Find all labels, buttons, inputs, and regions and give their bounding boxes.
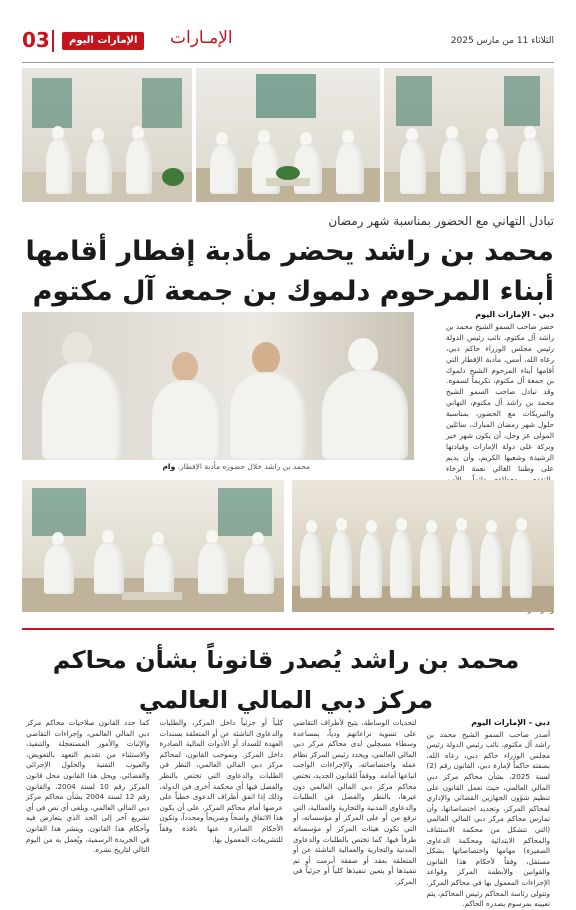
photo-main-caption-credit: وام	[162, 462, 176, 471]
section-label: الإمارات اليوم	[62, 32, 144, 50]
photo-main-caption-text: محمد بن راشد خلال حضوره مأدبة الإفطار.	[177, 462, 310, 471]
story2-column-2	[293, 718, 417, 898]
story1-headline: محمد بن راشد يحضر مأدبة إفطار أقامها أبناء المرحوم دلموك بن جمعة آل مكتوم	[25, 236, 554, 307]
issue-date: الثلاثاء 11 من مارس 2025	[450, 36, 554, 46]
story1-byline: دبي - الإمارات اليوم	[475, 310, 554, 319]
header-rule	[22, 62, 554, 63]
story2-column-4	[26, 718, 150, 898]
page-number: 03	[22, 28, 50, 52]
story2-column-4-text: كما حدد القانون صلاحيات محاكم مركز دبي المالي العالمي، وإجراءات التقاضي والإثبات والأمور المستعجلة والتنفيذ، والاستثناء من تقديم التعهد بالتعويض، والعيوب التقنية والحلول الإجرائي والقضائي. ويحل هذا القانون محل قانون المركز رقم 10 لسنة 2004، والقانون رقم 12 لسنة 2004 بشأن محاكم مركز دبي المالي العالمي، ويلغى أي نص في أي تشريع آخر إلى الحد الذي يتعارض فيه وأحكام هذا القانون. وينشر هذا القانون في الجريدة الرسمية، ويُعمل به من اليوم التالي لتاريخ نشره.	[26, 718, 150, 855]
photo-top-left	[22, 68, 192, 202]
photo-bottom-right	[292, 480, 554, 612]
story2-byline: دبي - الإمارات اليوم	[471, 718, 550, 727]
photo-main	[22, 312, 414, 460]
brand-logo: الإمـارات	[170, 28, 233, 48]
story1-body: حضر صاحب السمو الشيخ محمد بن راشد آل مكتوم، نائب رئيس الدولة رئيس مجلس الوزراء حاكم دبي، رعاه الله، أمس، مأدبة الإفطار التي أقامها أبناء المرحوم الشيخ دلموك بن جمعة آل مكتوم، تكريماً لسموه. وقد تبادل صاحب السمو الشيخ محمد بن راشد آل مكتوم، التهاني والتبريكات مع الحضور، بمناسبة حلول شهر رمضان المبارك، سائلين المولى عز وجل، أن يكون شهر خير وبركة على دولة الإمارات وقيادتها الرشيدة وشعبها الكريم، وأن يديم على وطننا الغالي نعمة الرخاء	[446, 321, 554, 473]
story2-column-3-text: كلياً أو جزئياً داخل المركز، والطلبات والدعاوى الناشئة عن أو المتعلقة بسندات العهدة للسداد أو الأدوات المالية الصادرة داخل المركز. وبموجب القانون، لمحاكم مركز دبي المالي العالمي، النظر في الطلبات والدعاوى التي تختص بالنظر والفصل فيها أي محكمة أخرى في الدولة، وذلك إذا اتفق أطراف الدعوى خطياً على عرضها أمام محاكم المركز، على أن يكون هذا الاتفاق واضحاً وصريحاً ومحدداً، وتكون الأحكام الصادرة عنها نافذة وفقاً للتشريعات المعمول بها.	[159, 718, 283, 844]
story2-column-1-text: أصدر صاحب السمو الشيخ محمد بن راشد آل مكتوم، نائب رئيس الدولة رئيس مجلس الوزراء حاكم دبي، رعاه الله، بصفته حاكماً لإمارة دبي، القانون رقم (2) لسنة 2025، بشأن محاكم مركز دبي المالي العالمي، حيث تعمل القانون على تنظيم شؤون الجهازين القضائي والإداري لمحاكم المركز، وتحديد اختصاصاتها، وأن تمارس محاكم مركز دبي المالي العالمي (التي تتشكل من محكمة الاستئناف والمحاكم الابتدائية ومحكمة الدعاوى الصغيرة) مهامها واختصاصاتها بشكل مستقل، وفقاً لأحكام هذا القانون والقوانين والأنظمة المركز وقواعد الإجراءات المعمول بها في محاكم المركز. وتتولى رئاسة المحاكم رئيس المحاكم، يتم تعيينه بمرسوم يصدره الحاكم.	[426, 729, 550, 909]
story2-headline: محمد بن راشد يُصدر قانوناً بشأن محاكم مركز دبي المالي العالمي	[52, 646, 520, 714]
masthead	[22, 26, 554, 56]
page-number-divider	[52, 30, 54, 52]
story2-column-2-text: لتحديات الوساطة، يتيح لأطراف التقاضي على تسوية نزاعاتهم ودياً، بمساعدة وسطاء مسجلين لدى محاكم مركز دبي المالي العالمي، ويحدد رئيس المركز نظام عمله واختصاصاته، والإجراءات الواجب اتباعها أمامه. ووفقاً للقانون الجديد، تختص محاكم مركز دبي المالي العالمي دون غيرها، بالنظر والفصل في الطلبات والدعاوى المدنية والتجارية والعمالية، التي ترفع من أو على المركز أو مؤسساته، أو التي تكون هيئات المركز أو مؤسساته طرفاً فيها. كما تختص بالطلبات والدعاوى المدنية والتجارية والعمالية الناشئة عن أو المتعلقة بعقد أو صفقة أبرمت أو تم تنفيذها أو يتعين تنفيذها كلياً أو جزئياً في المركز.	[293, 718, 417, 886]
story2-column-1	[426, 718, 551, 909]
story2-columns	[26, 718, 550, 909]
photo-main-caption	[40, 462, 310, 471]
story2-column-3	[160, 718, 284, 898]
photo-bottom-left	[22, 480, 284, 612]
photo-top-center	[196, 68, 380, 202]
photo-top-right	[384, 68, 554, 202]
story1-kicker: تبادل التهاني مع الحضور بمناسبة شهر رمضان	[328, 214, 554, 228]
